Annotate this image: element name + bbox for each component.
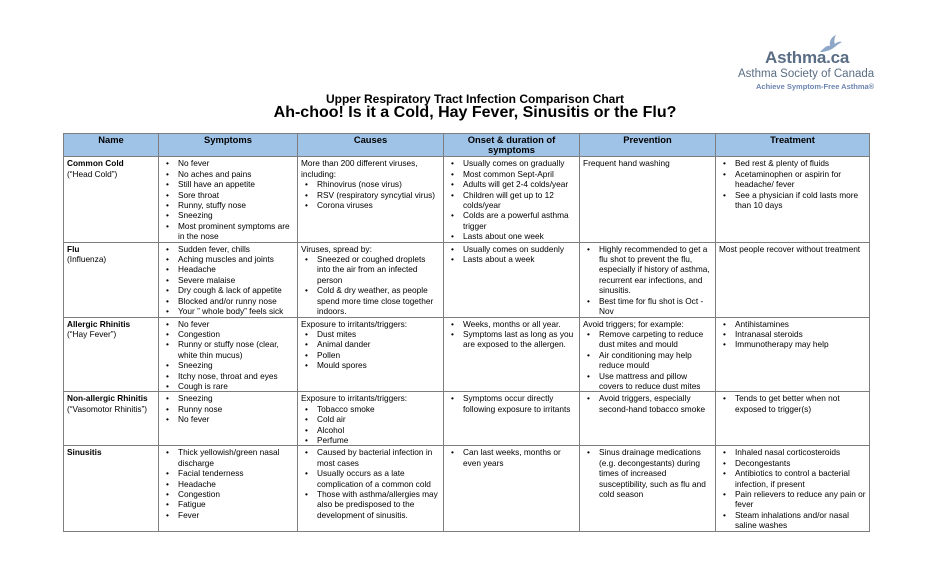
list-item: • Immunotherapy may help	[735, 339, 866, 349]
table-row	[64, 317, 870, 392]
list-item: • Thick yellowish/green nasal discharge	[178, 447, 294, 468]
list-item: • Runny or stuffy nose (clear, white thin mucus)	[178, 339, 294, 360]
prevention-cell	[580, 157, 716, 242]
list-item: • Acetaminophen or aspirin for headache/ fever	[735, 169, 866, 190]
list-item: • Most common Sept-April	[463, 169, 576, 179]
list-item: • Lasts about one week	[463, 231, 576, 241]
list-item: • Intranasal steroids	[735, 329, 866, 339]
bullet-list	[719, 319, 866, 350]
bullet-list	[447, 393, 576, 414]
prevention-cell	[580, 392, 716, 446]
header-symptoms: Symptoms	[159, 134, 298, 157]
causes-cell	[298, 242, 444, 317]
bullet-list	[719, 158, 866, 210]
list-item: • Aching muscles and joints	[178, 254, 294, 264]
list-item: • Lasts about a week	[463, 254, 576, 264]
causes-cell	[298, 157, 444, 242]
list-item: • Decongestants	[735, 458, 866, 468]
bullet-list	[162, 319, 294, 392]
bullet-list	[301, 404, 440, 446]
list-item: • Severe malaise	[178, 275, 294, 285]
list-item: • Cold air	[317, 414, 440, 424]
list-item: • Pollen	[317, 350, 440, 360]
condition-name-cell	[64, 446, 159, 531]
symptoms-cell	[159, 392, 298, 446]
bullet-list	[301, 447, 440, 520]
list-item: • See a physician if cold lasts more than 10 days	[735, 190, 866, 211]
list-item: • Headache	[178, 479, 294, 489]
list-item: • Sneezed or coughed droplets into the air from an infected person	[317, 254, 440, 285]
list-item: • Remove carpeting to reduce dust mites and mould	[599, 329, 712, 350]
bullet-list	[719, 447, 866, 530]
list-item: • Alcohol	[317, 425, 440, 435]
condition-name: Sinusitis	[67, 447, 102, 458]
list-item: • Adults will get 2-4 colds/year	[463, 179, 576, 189]
treatment-cell	[716, 392, 870, 446]
prevention-cell	[580, 242, 716, 317]
list-item: • Sneezing	[178, 393, 294, 403]
bullet-list	[162, 158, 294, 241]
list-item: • Usually comes on suddenly	[463, 244, 576, 254]
list-item: • No fever	[178, 414, 294, 424]
list-item: • Children will get up to 12 colds/year	[463, 190, 576, 211]
list-item: • No fever	[178, 158, 294, 168]
list-item: • Still have an appetite	[178, 179, 294, 189]
symptoms-cell	[159, 157, 298, 242]
list-item: • Facial tenderness	[178, 468, 294, 478]
header-name: Name	[64, 134, 159, 157]
list-item: • Bed rest & plenty of fluids	[735, 158, 866, 168]
header-onset: Onset & duration of symptoms	[444, 134, 580, 157]
condition-name-cell	[64, 317, 159, 392]
list-item: • Headache	[178, 264, 294, 274]
symptoms-cell	[159, 317, 298, 392]
list-item: • No aches and pains	[178, 169, 294, 179]
bullet-list	[583, 393, 712, 414]
cell-intro-text: More than 200 different viruses, including:	[301, 158, 418, 179]
condition-alias: (“Head Cold”)	[67, 168, 118, 179]
bullet-list	[583, 329, 712, 391]
chart-subtitle: Upper Respiratory Tract Infection Comparison Chart	[325, 92, 625, 106]
list-item: • Use mattress and pillow covers to reduce dust mites	[599, 371, 712, 392]
condition-name: Allergic Rhinitis	[67, 318, 131, 329]
condition-name: Common Cold	[67, 158, 124, 169]
list-item: • Tobacco smoke	[317, 404, 440, 414]
list-item: • Fever	[178, 510, 294, 520]
asthma-society-logo	[735, 34, 885, 94]
list-item: • Itchy nose, throat and eyes	[178, 371, 294, 381]
list-item: • Avoid triggers, especially second-hand tobacco smoke	[599, 393, 712, 414]
cell-intro-text: Frequent hand washing	[583, 158, 670, 169]
condition-name-cell	[64, 157, 159, 242]
list-item: • Runny, stuffy nose	[178, 200, 294, 210]
treatment-cell	[716, 317, 870, 392]
list-item: • Can last weeks, months or even years	[463, 447, 576, 468]
symptoms-cell	[159, 446, 298, 531]
causes-cell	[298, 317, 444, 392]
bullet-list	[301, 254, 440, 316]
cell-intro-text: Avoid triggers; for example:	[583, 318, 684, 329]
cell-intro-text: Exposure to irritants/triggers:	[301, 318, 408, 329]
list-item: • Fatigue	[178, 499, 294, 509]
list-item: • Usually occurs as a late complication of a common cold	[317, 468, 440, 489]
list-item: • Congestion	[178, 489, 294, 499]
bullet-list	[162, 447, 294, 520]
list-item: • Sneezing	[178, 360, 294, 370]
list-item: • Corona viruses	[317, 200, 440, 210]
list-item: • Symptoms occur directly following exposure to irritants	[463, 393, 576, 414]
bullet-list	[447, 319, 576, 350]
onset-cell	[444, 446, 580, 531]
cell-intro-text: Most people recover without treatment	[719, 243, 861, 254]
causes-cell	[298, 446, 444, 531]
list-item: • Congestion	[178, 329, 294, 339]
table-row	[64, 157, 870, 242]
list-item: • Weeks, months or all year.	[463, 319, 576, 329]
bullet-list	[719, 393, 866, 414]
symptoms-cell	[159, 242, 298, 317]
cell-intro-text: Viruses, spread by:	[301, 243, 372, 254]
list-item: • Inhaled nasal corticosteroids	[735, 447, 866, 457]
list-item: • No fever	[178, 319, 294, 329]
condition-name-cell	[64, 242, 159, 317]
bullet-list	[583, 447, 712, 499]
condition-name: Flu	[67, 243, 80, 254]
list-item: • Animal dander	[317, 339, 440, 349]
list-item: • Those with asthma/allergies may also be predisposed to the development of sinusitis.	[317, 489, 440, 520]
bullet-list	[447, 447, 576, 468]
list-item: • Rhinovirus (nose virus)	[317, 179, 440, 189]
onset-cell	[444, 242, 580, 317]
logo-brand: Asthma.ca	[765, 48, 850, 67]
logo-tagline: Achieve Symptom-Free Asthma®	[756, 82, 875, 91]
header-treatment: Treatment	[716, 134, 870, 157]
list-item: • Your ” whole body” feels sick	[178, 306, 294, 316]
onset-cell	[444, 317, 580, 392]
table-row	[64, 446, 870, 531]
treatment-cell	[716, 242, 870, 317]
header-prevention: Prevention	[580, 134, 716, 157]
list-item: • Antibiotics to control a bacterial infection, if present	[735, 468, 866, 489]
treatment-cell	[716, 446, 870, 531]
bullet-list	[301, 329, 440, 371]
bullet-list	[447, 244, 576, 265]
list-item: • Tends to get better when not exposed to trigger(s)	[735, 393, 866, 414]
cell-intro-text: Exposure to irritants/triggers:	[301, 393, 408, 404]
logo-society-name: Asthma Society of Canada	[738, 68, 875, 80]
prevention-cell	[580, 446, 716, 531]
list-item: • Runny nose	[178, 404, 294, 414]
condition-alias: (Influenza)	[67, 254, 107, 265]
table-body	[64, 157, 870, 531]
list-item: • Steam inhalations and/or nasal saline washes	[735, 510, 866, 531]
list-item: • Dry cough & lack of appetite	[178, 285, 294, 295]
header-causes: Causes	[298, 134, 444, 157]
list-item: • Colds are a powerful asthma trigger	[463, 210, 576, 231]
bullet-list	[447, 158, 576, 241]
list-item: • Mould spores	[317, 360, 440, 370]
list-item: • Sore throat	[178, 190, 294, 200]
list-item: • RSV (respiratory syncytial virus)	[317, 190, 440, 200]
bullet-list	[162, 244, 294, 317]
onset-cell	[444, 157, 580, 242]
list-item: • Symptoms last as long as you are exposed to the allergen.	[463, 329, 576, 350]
comparison-table	[63, 133, 870, 532]
list-item: • Antihistamines	[735, 319, 866, 329]
list-item: • Caused by bacterial infection in most cases	[317, 447, 440, 468]
list-item: • Perfume	[317, 435, 440, 445]
condition-name: Non-allergic Rhinitis	[67, 393, 148, 404]
table-row	[64, 242, 870, 317]
list-item: • Highly recommended to get a flu shot to prevent the flu, especially if history of asthma, recurrent ear infections, and sinusitis.	[599, 244, 712, 296]
list-item: • Best time for flu shot is Oct - Nov	[599, 296, 712, 317]
bullet-list	[301, 179, 440, 210]
condition-name-cell	[64, 392, 159, 446]
prevention-cell	[580, 317, 716, 392]
list-item: • Blocked and/or runny nose	[178, 296, 294, 306]
bullet-list	[583, 244, 712, 317]
condition-alias: (“Vasomotor Rhinitis”)	[67, 403, 148, 414]
list-item: • Sudden fever, chills	[178, 244, 294, 254]
table-header-row	[64, 134, 870, 157]
onset-cell	[444, 392, 580, 446]
list-item: • Sneezing	[178, 210, 294, 220]
list-item: • Cold & dry weather, as people spend more time close together indoors.	[317, 285, 440, 316]
treatment-cell	[716, 157, 870, 242]
list-item: • Sinus drainage medications (e.g. decongestants) during times of increased susceptibility, such as flu and cold season	[599, 447, 712, 499]
list-item: • Dust mites	[317, 329, 440, 339]
condition-alias: (“Hay Fever”)	[67, 328, 117, 339]
list-item: • Air conditioning may help reduce mould	[599, 350, 712, 371]
bullet-list	[162, 393, 294, 424]
table-row	[64, 392, 870, 446]
list-item: • Most prominent symptoms are in the nose	[178, 221, 294, 242]
causes-cell	[298, 392, 444, 446]
list-item: • Pain relievers to reduce any pain or fever	[735, 489, 866, 510]
list-item: • Cough is rare	[178, 381, 294, 391]
page-title: Ah-choo! Is it a Cold, Hay Fever, Sinusitis or the Flu?	[273, 104, 677, 121]
list-item: • Usually comes on gradually	[463, 158, 576, 168]
